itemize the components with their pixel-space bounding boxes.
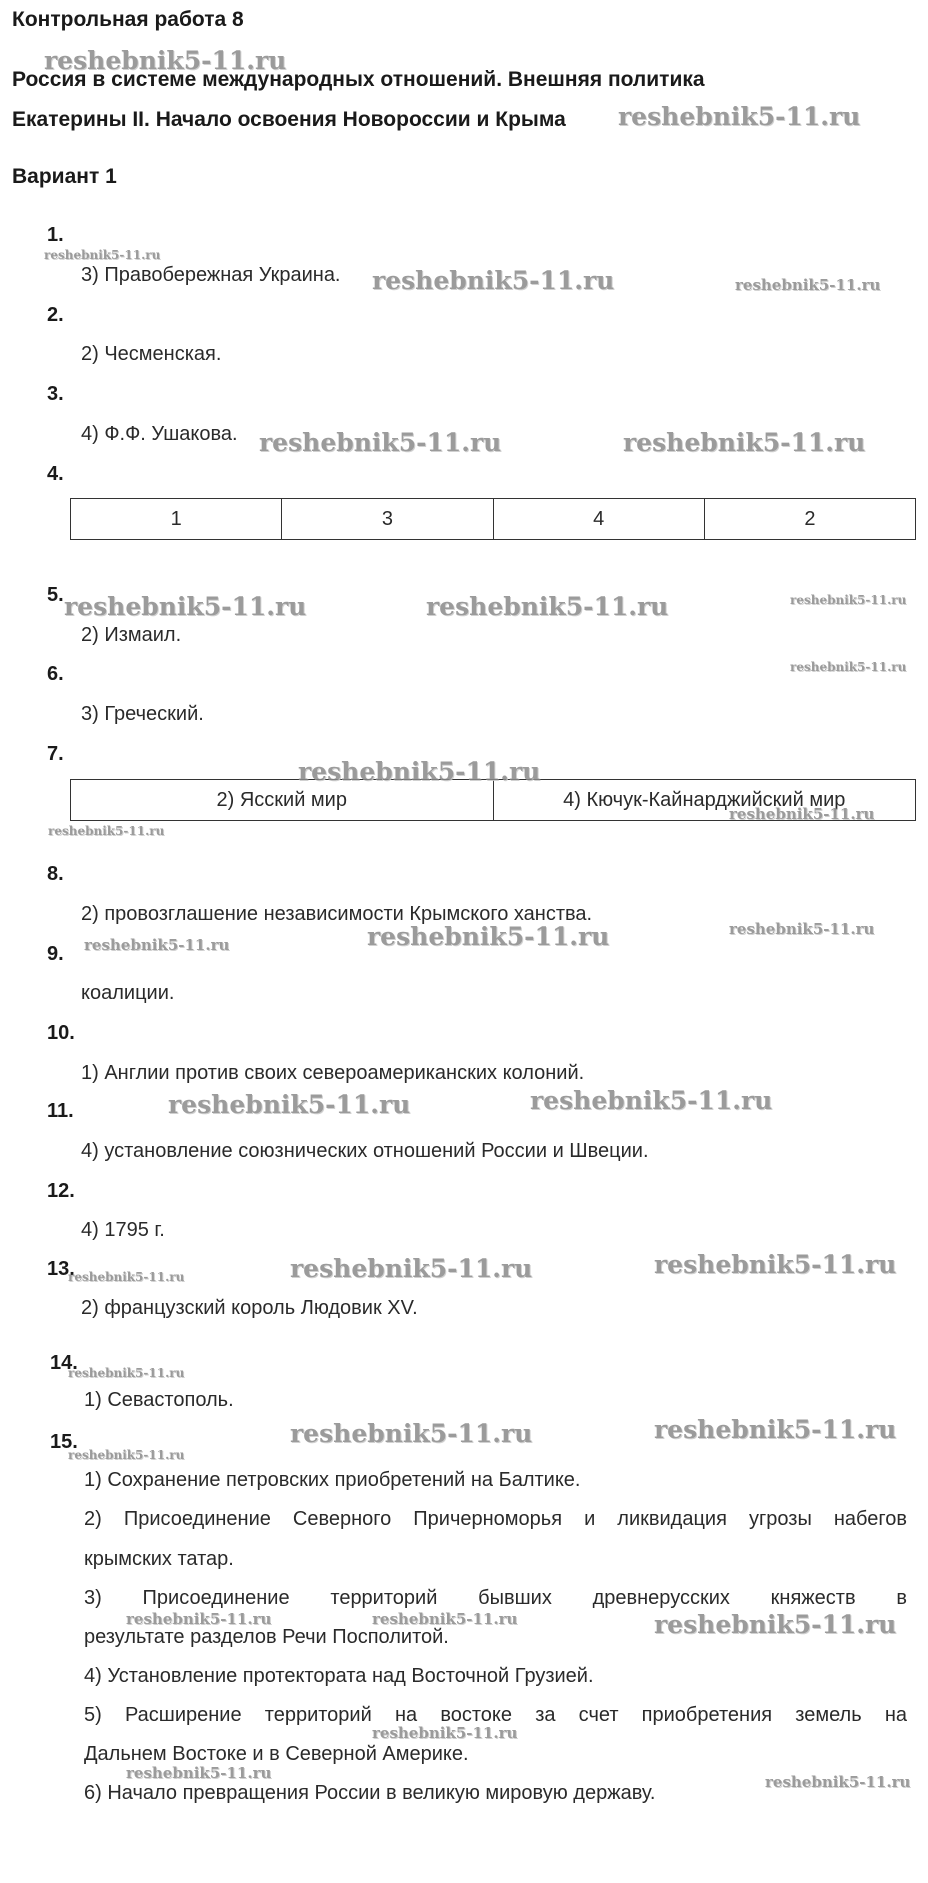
- watermark: reshebnik5-11.ru: [729, 920, 875, 938]
- work-title: Контрольная работа 8: [12, 8, 244, 31]
- answer-text: 2) французский король Людовик XV.: [81, 1297, 418, 1319]
- answer-text: 4) установление союзнических отношений России и Швеции.: [81, 1140, 649, 1162]
- question-number: 7.: [47, 743, 64, 765]
- list-item: 6) Начало превращения России в великую мировую державу.: [84, 1782, 656, 1804]
- list-item: 3) Присоединение территорий бывших древнерусских княжеств в: [84, 1587, 907, 1609]
- watermark: reshebnik5-11.ru: [790, 593, 907, 607]
- watermark: reshebnik5-11.ru: [44, 46, 287, 75]
- watermark: reshebnik5-11.ru: [298, 757, 541, 786]
- watermark: reshebnik5-11.ru: [735, 276, 881, 294]
- watermark: reshebnik5-11.ru: [44, 248, 161, 262]
- table-cell: 2) Ясский мир: [71, 780, 494, 821]
- table-cell: 4) Кючук-Кайнарджийский мир: [493, 780, 916, 821]
- watermark: reshebnik5-11.ru: [618, 102, 861, 131]
- answer-text: 1) Англии против своих североамериканских колоний.: [81, 1062, 585, 1084]
- watermark: reshebnik5-11.ru: [84, 936, 230, 954]
- answer-text: 3) Греческий.: [81, 703, 204, 725]
- watermark: reshebnik5-11.ru: [623, 428, 866, 457]
- watermark: reshebnik5-11.ru: [729, 805, 875, 823]
- list-item: 2) Присоединение Северного Причерноморья и ликвидация угрозы набегов: [84, 1508, 907, 1530]
- watermark: reshebnik5-11.ru: [290, 1419, 533, 1448]
- watermark: reshebnik5-11.ru: [426, 592, 669, 621]
- variant-heading: Вариант 1: [12, 165, 117, 188]
- watermark: reshebnik5-11.ru: [126, 1610, 272, 1628]
- question-number: 5.: [47, 584, 64, 606]
- question-number: 6.: [47, 663, 64, 685]
- answer-text: 2) Чесменская.: [81, 343, 222, 365]
- watermark: reshebnik5-11.ru: [765, 1773, 911, 1791]
- watermark: reshebnik5-11.ru: [530, 1086, 773, 1115]
- watermark: reshebnik5-11.ru: [654, 1610, 897, 1639]
- watermark: reshebnik5-11.ru: [126, 1764, 272, 1782]
- table-cell: 2: [704, 499, 915, 540]
- watermark: reshebnik5-11.ru: [372, 266, 615, 295]
- watermark: reshebnik5-11.ru: [168, 1090, 411, 1119]
- list-item: 1) Сохранение петровских приобретений на Балтике.: [84, 1469, 581, 1491]
- watermark: reshebnik5-11.ru: [290, 1254, 533, 1283]
- watermark: reshebnik5-11.ru: [372, 1610, 518, 1628]
- table-cell: 1: [71, 499, 282, 540]
- table-cell: 3: [282, 499, 493, 540]
- watermark: reshebnik5-11.ru: [64, 592, 307, 621]
- answer-text: 1) Севастополь.: [84, 1389, 234, 1411]
- list-item-continuation: крымских татар.: [84, 1548, 234, 1570]
- list-item-continuation: Дальнем Востоке и в Северной Америке.: [84, 1743, 469, 1765]
- question-number: 8.: [47, 863, 64, 885]
- question-number: 10.: [47, 1022, 75, 1044]
- watermark: reshebnik5-11.ru: [367, 922, 610, 951]
- answer-text: 4) Ф.Ф. Ушакова.: [81, 423, 238, 445]
- topic-title-line1: Россия в системе международных отношений. Внешняя политика: [12, 68, 705, 91]
- answer-table: [70, 498, 916, 540]
- question-number: 9.: [47, 943, 64, 965]
- question-number: 3.: [47, 383, 64, 405]
- answer-text: 2) Измаил.: [81, 624, 182, 646]
- topic-title-line2: Екатерины II. Начало освоения Новороссии и Крыма: [12, 108, 566, 131]
- answer-text: 4) 1795 г.: [81, 1219, 165, 1241]
- answer-text: 3) Правобережная Украина.: [81, 264, 341, 286]
- watermark: reshebnik5-11.ru: [372, 1724, 518, 1742]
- watermark: reshebnik5-11.ru: [68, 1366, 185, 1380]
- question-number: 11.: [47, 1100, 74, 1122]
- watermark: reshebnik5-11.ru: [68, 1448, 185, 1462]
- watermark: reshebnik5-11.ru: [259, 428, 502, 457]
- watermark: reshebnik5-11.ru: [790, 660, 907, 674]
- question-number: 14.: [50, 1352, 78, 1374]
- answer-text: 2) провозглашение независимости Крымского ханства.: [81, 903, 593, 925]
- question-number: 12.: [47, 1180, 75, 1202]
- question-number: 4.: [47, 463, 64, 485]
- list-item: 5) Расширение территорий на востоке за счет приобретения земель на: [84, 1704, 907, 1726]
- list-item-continuation: результате разделов Речи Посполитой.: [84, 1626, 449, 1648]
- table-cell: 4: [493, 499, 704, 540]
- question-number: 13.: [47, 1258, 75, 1280]
- answer-text: коалиции.: [81, 982, 175, 1004]
- question-number: 15.: [50, 1431, 78, 1453]
- watermark: reshebnik5-11.ru: [48, 824, 165, 838]
- watermark: reshebnik5-11.ru: [654, 1415, 897, 1444]
- question-number: 1.: [47, 224, 64, 246]
- question-number: 2.: [47, 304, 64, 326]
- watermark: reshebnik5-11.ru: [654, 1250, 897, 1279]
- list-item: 4) Установление протектората над Восточной Грузией.: [84, 1665, 594, 1687]
- watermark: reshebnik5-11.ru: [68, 1270, 185, 1284]
